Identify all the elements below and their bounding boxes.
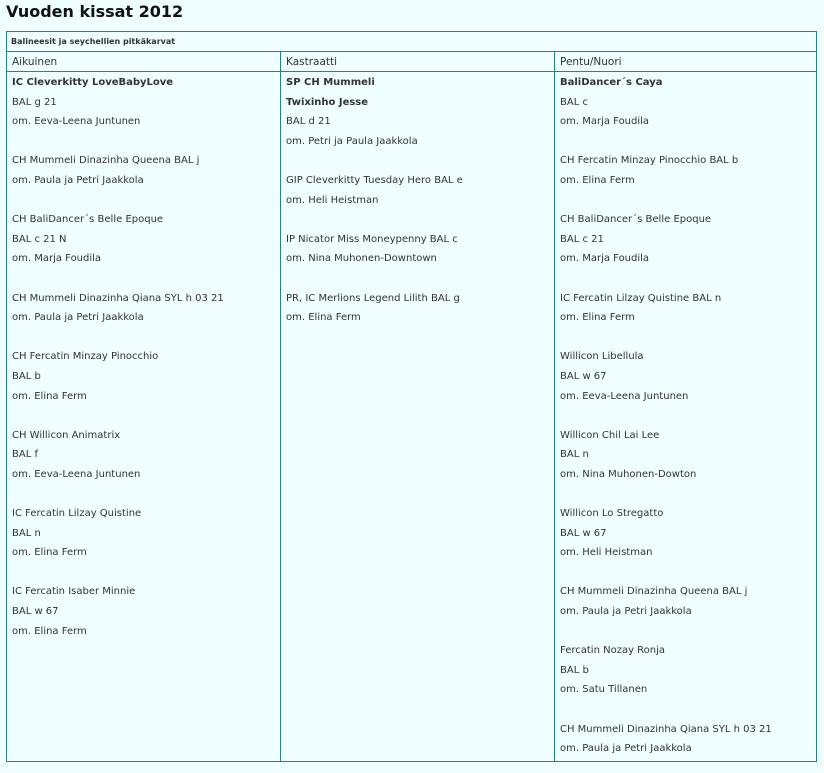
cat-info-line: BAL w 67 (560, 527, 607, 539)
owner-line: om. Nina Muhonen-Dowton (560, 468, 697, 480)
cat-entry (560, 73, 812, 132)
owner-line: om. Elina Ferm (12, 625, 87, 637)
owner-line: om. Petri ja Paula Jaakkola (286, 135, 418, 147)
owner-line: om. Paula ja Petri Jaakkola (560, 743, 692, 755)
cat-info-line: CH Mummeli Dinazinha Qiana SYL h 03 21 (12, 292, 224, 304)
cat-entry (286, 171, 550, 210)
owner-line: om. Nina Muhonen-Downtown (286, 253, 437, 265)
cat-info-line: CH Fercatin Minzay Pinocchio BAL b (560, 155, 739, 167)
cat-entry (12, 289, 276, 328)
cat-info-line: Twixinho Jesse (286, 96, 369, 108)
cat-info-line: SP CH Mummeli (286, 77, 375, 88)
cat-entry (12, 151, 276, 190)
column-body (555, 72, 816, 759)
cat-info-line: PR, IC Merlions Legend Lilith BAL g (286, 292, 460, 304)
columns-row (7, 52, 816, 761)
column-body (281, 72, 554, 328)
owner-line: om. Marja Foudila (560, 253, 650, 265)
owner-line: om. Elina Ferm (12, 547, 87, 559)
cat-info-line: IC Fercatin Isaber Minnie (12, 586, 136, 598)
cat-entry (12, 426, 276, 485)
cat-entry (286, 289, 550, 328)
column-header: Aikuinen (7, 52, 280, 72)
section-title: Balineesit ja seychellien pitkäkarvat (7, 32, 816, 52)
cat-entry (560, 151, 812, 190)
cat-entry (12, 504, 276, 563)
cat-info-line: BAL w 67 (12, 606, 59, 618)
cat-info-line: CH Mummeli Dinazinha Queena BAL j (12, 155, 200, 167)
cat-entry (560, 210, 812, 269)
cat-info-line: Willicon Lo Stregatto (560, 508, 664, 520)
cat-info-line: GIP Cleverkitty Tuesday Hero BAL e (286, 174, 463, 186)
owner-line: om. Eeva-Leena Juntunen (12, 116, 141, 128)
owner-line: om. Eeva-Leena Juntunen (12, 468, 141, 480)
results-table (6, 31, 817, 762)
cat-entry (560, 720, 812, 759)
cat-info-line: BaliDancer´s Caya (560, 77, 663, 88)
cat-info-line: IP Nicator Miss Moneypenny BAL c (286, 233, 458, 245)
column-aikuinen (7, 52, 281, 761)
owner-line: om. Elina Ferm (12, 390, 87, 402)
cat-info-line: BAL c 21 (560, 233, 604, 245)
cat-info-line: CH Mummeli Dinazinha Queena BAL j (560, 586, 748, 598)
owner-line: om. Elina Ferm (560, 174, 635, 186)
cat-info-line: BAL n (12, 527, 41, 539)
cat-entry (12, 582, 276, 641)
column-header: Pentu/Nuori (555, 52, 816, 72)
cat-info-line: BAL f (12, 449, 38, 461)
cat-info-line: BAL c (560, 96, 588, 108)
cat-info-line: IC Fercatin Lilzay Quistine BAL n (560, 292, 722, 304)
owner-line: om. Heli Heistman (286, 194, 379, 206)
column-body (7, 72, 280, 641)
owner-line: om. Paula ja Petri Jaakkola (12, 174, 144, 186)
cat-entry (286, 73, 550, 151)
cat-entry (12, 347, 276, 406)
column-kastraatti (281, 52, 555, 761)
cat-info-line: CH BaliDancer´s Belle Epoque (560, 214, 712, 226)
column-pentu-nuori (555, 52, 816, 761)
owner-line: om. Paula ja Petri Jaakkola (560, 606, 692, 618)
cat-info-line: BAL d 21 (286, 116, 331, 128)
cat-info-line: BAL b (12, 370, 41, 382)
cat-entry (12, 210, 276, 269)
cat-info-line: CH Fercatin Minzay Pinocchio (12, 351, 159, 363)
page-title: Vuoden kissat 2012 (6, 2, 184, 21)
cat-info-line: BAL n (560, 449, 589, 461)
column-header: Kastraatti (281, 52, 554, 72)
cat-info-line: BAL b (560, 664, 589, 676)
cat-info-line: BAL w 67 (560, 370, 607, 382)
cat-entry (12, 73, 276, 132)
cat-info-line: IC Cleverkitty LoveBabyLove (12, 77, 174, 88)
cat-info-line: CH Mummeli Dinazinha Qiana SYL h 03 21 (560, 723, 772, 735)
cat-info-line: Willicon Libellula (560, 351, 644, 363)
cat-info-line: CH Willicon Animatrix (12, 429, 121, 441)
cat-info-line: BAL c 21 N (12, 233, 67, 245)
cat-info-line: Willicon Chil Lai Lee (560, 429, 660, 441)
owner-line: om. Heli Heistman (560, 547, 653, 559)
cat-info-line: BAL g 21 (12, 96, 57, 108)
cat-entry (560, 504, 812, 563)
cat-entry (560, 347, 812, 406)
owner-line: om. Marja Foudila (560, 116, 650, 128)
cat-entry (560, 641, 812, 700)
cat-entry (560, 426, 812, 485)
owner-line: om. Marja Foudila (12, 253, 102, 265)
cat-info-line: CH BaliDancer´s Belle Epoque (12, 214, 164, 226)
cat-entry (560, 582, 812, 621)
cat-entry (286, 230, 550, 269)
cat-info-line: IC Fercatin Lilzay Quistine (12, 508, 142, 520)
cat-info-line: Fercatin Nozay Ronja (560, 645, 666, 657)
owner-line: om. Paula ja Petri Jaakkola (12, 312, 144, 324)
owner-line: om. Eeva-Leena Juntunen (560, 390, 689, 402)
owner-line: om. Elina Ferm (286, 312, 361, 324)
owner-line: om. Elina Ferm (560, 312, 635, 324)
cat-entry (560, 289, 812, 328)
owner-line: om. Satu Tillanen (560, 684, 648, 696)
